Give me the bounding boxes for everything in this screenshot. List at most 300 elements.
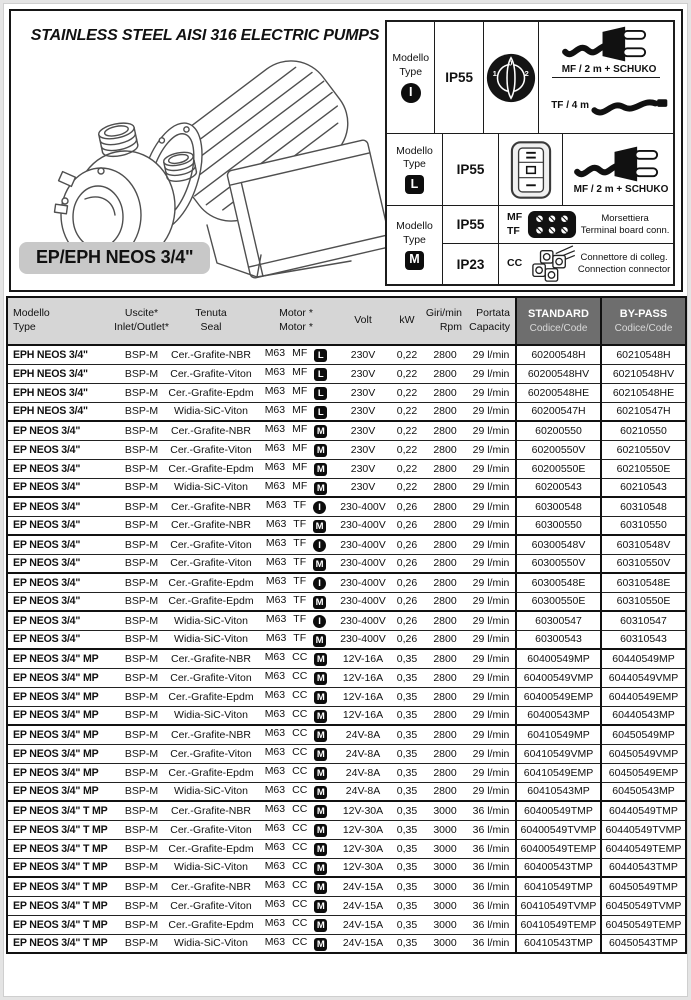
model-cell: EP NEOS 3/4" MP: [7, 763, 118, 782]
terminal-board-icon: [527, 210, 577, 239]
bypass-code-cell: 60450549TVMP: [601, 896, 686, 915]
type-badge: L: [314, 349, 327, 362]
type-badge: M: [314, 463, 327, 476]
bypass-code-cell: 60210548HE: [601, 383, 686, 402]
table-row: [7, 630, 686, 649]
table-row: [7, 706, 686, 725]
bypass-code-cell: 60440549VMP: [601, 668, 686, 687]
capacity-cell: 29 l/min: [467, 421, 516, 440]
motor-frame: M63: [264, 403, 286, 416]
rpm-cell: 3000: [423, 858, 467, 877]
model-cell: EP NEOS 3/4" T MP: [7, 820, 118, 839]
table-row: [7, 668, 686, 687]
type-badge: M: [314, 425, 327, 438]
standard-code-cell: 60300550E: [516, 592, 601, 611]
capacity-cell: 29 l/min: [467, 497, 516, 516]
model-cell: EP NEOS 3/4": [7, 573, 118, 592]
capacity-cell: 36 l/min: [467, 839, 516, 858]
model-cell: EPH NEOS 3/4": [7, 383, 118, 402]
model-type-legend: [385, 20, 675, 286]
inlet-outlet-cell: BSP-M: [118, 687, 165, 706]
rpm-cell: 2800: [423, 402, 467, 421]
capacity-cell: 29 l/min: [467, 516, 516, 535]
type-badge: M: [313, 596, 326, 609]
motor-frame: M63: [264, 841, 286, 853]
type-i-badge: I: [401, 83, 421, 103]
rpm-cell: 2800: [423, 649, 467, 668]
type-badge: M: [314, 710, 327, 723]
standard-code-cell: 60200547H: [516, 402, 601, 421]
bypass-code-cell: 60210550E: [601, 459, 686, 478]
motor-frame: M63: [265, 499, 287, 512]
cable-block: [539, 78, 673, 133]
type-l-badge: L: [405, 175, 424, 194]
inlet-outlet-cell: BSP-M: [118, 763, 165, 782]
motor-type: MF: [292, 385, 308, 397]
rpm-cell: 2800: [423, 592, 467, 611]
model-word: Modello: [396, 144, 433, 157]
seal-cell: Cer.-Grafite-NBR: [165, 516, 257, 535]
header-model: Modello Type: [7, 297, 118, 345]
standard-code-cell: 60300548: [516, 497, 601, 516]
volt-cell: 230V: [335, 345, 391, 364]
header-capacity: Portata Capacity: [467, 297, 516, 345]
motor-type: CC: [292, 803, 308, 816]
bypass-code-cell: 60310550V: [601, 554, 686, 573]
bypass-code-cell: 60210548H: [601, 345, 686, 364]
kw-cell: 0,22: [391, 459, 423, 478]
motor-type-tags: CC: [507, 257, 523, 270]
rpm-cell: 2800: [423, 763, 467, 782]
bypass-code-cell: 60440549EMP: [601, 687, 686, 706]
motor-cell: [257, 535, 335, 554]
motor-cell: [257, 839, 335, 858]
volt-cell: 230-400V: [335, 592, 391, 611]
bypass-code-cell: 60310548E: [601, 573, 686, 592]
volt-cell: 24V-8A: [335, 725, 391, 744]
motor-cell: [257, 364, 335, 383]
capacity-cell: 29 l/min: [467, 402, 516, 421]
motor-cell: [257, 782, 335, 801]
bypass-code-cell: 60310543: [601, 630, 686, 649]
volt-cell: 24V-15A: [335, 877, 391, 896]
model-cell: EP NEOS 3/4": [7, 478, 118, 497]
inlet-outlet-cell: BSP-M: [118, 478, 165, 497]
model-cell: EP NEOS 3/4": [7, 554, 118, 573]
seal-cell: Cer.-Grafite-Viton: [165, 535, 257, 554]
volt-cell: 12V-30A: [335, 858, 391, 877]
table-row: [7, 440, 686, 459]
standard-code-cell: 60400549EMP: [516, 687, 601, 706]
inlet-outlet-cell: BSP-M: [118, 877, 165, 896]
kw-cell: 0,26: [391, 611, 423, 630]
seal-cell: Widia-SiC-Viton: [165, 402, 257, 421]
kw-cell: 0,26: [391, 535, 423, 554]
standard-code-cell: 60410549EMP: [516, 763, 601, 782]
motor-frame: M63: [264, 822, 286, 834]
table-row: [7, 497, 686, 516]
capacity-cell: 29 l/min: [467, 345, 516, 364]
seal-cell: Widia-SiC-Viton: [165, 630, 257, 649]
seal-cell: Widia-SiC-Viton: [165, 706, 257, 725]
motor-cell: [257, 858, 335, 877]
type-badge: M: [314, 862, 327, 875]
bypass-code-cell: 60450549EMP: [601, 763, 686, 782]
svg-text:1: 1: [492, 68, 498, 78]
capacity-cell: 29 l/min: [467, 573, 516, 592]
type-m-details: [442, 206, 673, 284]
seal-cell: Cer.-Grafite-Viton: [165, 364, 257, 383]
type-badge: M: [314, 805, 327, 818]
motor-cell: [257, 934, 335, 953]
inlet-outlet-cell: BSP-M: [118, 383, 165, 402]
motor-type: TF: [293, 537, 307, 550]
model-cell: EPH NEOS 3/4": [7, 402, 118, 421]
standard-code-cell: 60410543MP: [516, 782, 601, 801]
capacity-cell: 36 l/min: [467, 858, 516, 877]
table-row: [7, 687, 686, 706]
kw-cell: 0,35: [391, 668, 423, 687]
kw-cell: 0,35: [391, 801, 423, 820]
table-row: [7, 744, 686, 763]
inlet-outlet-cell: BSP-M: [118, 592, 165, 611]
capacity-cell: 36 l/min: [467, 934, 516, 953]
motor-frame: M63: [264, 707, 286, 720]
plug-label: MF / 2 m + SCHUKO: [573, 184, 669, 195]
motor-frame: M63: [264, 423, 286, 436]
volt-cell: 12V-30A: [335, 839, 391, 858]
inlet-outlet-cell: BSP-M: [118, 554, 165, 573]
volt-cell: 230-400V: [335, 497, 391, 516]
product-label: EP/EPH NEOS 3/4": [19, 242, 210, 274]
model-cell: EP NEOS 3/4" T MP: [7, 934, 118, 953]
bypass-code-cell: 60310548: [601, 497, 686, 516]
table-row: [7, 820, 686, 839]
rpm-cell: 2800: [423, 364, 467, 383]
motor-type: CC: [292, 841, 308, 853]
table-row: [7, 383, 686, 402]
volt-cell: 12V-16A: [335, 687, 391, 706]
rpm-cell: 2800: [423, 516, 467, 535]
pump-spec-table: [6, 296, 687, 954]
standard-code-cell: 60200550V: [516, 440, 601, 459]
svg-text:0: 0: [508, 57, 513, 67]
header-motor: Motor * Motor *: [257, 297, 335, 345]
capacity-cell: 29 l/min: [467, 744, 516, 763]
capacity-cell: 29 l/min: [467, 687, 516, 706]
type-badge: L: [314, 368, 327, 381]
bypass-code-cell: 60440543MP: [601, 706, 686, 725]
capacity-cell: 29 l/min: [467, 649, 516, 668]
schuko-plug-block: [552, 22, 661, 78]
model-cell: EP NEOS 3/4" T MP: [7, 801, 118, 820]
model-word: Modello: [392, 52, 430, 65]
standard-code-cell: 60400549TMP: [516, 801, 601, 820]
seal-cell: Cer.-Grafite-Epdm: [165, 839, 257, 858]
motor-type: TF: [293, 575, 307, 588]
inlet-outlet-cell: BSP-M: [118, 706, 165, 725]
capacity-cell: 36 l/min: [467, 915, 516, 934]
inlet-outlet-cell: BSP-M: [118, 611, 165, 630]
kw-cell: 0,35: [391, 744, 423, 763]
seal-cell: Cer.-Grafite-Viton: [165, 744, 257, 763]
motor-frame: M63: [264, 765, 286, 777]
seal-cell: Widia-SiC-Viton: [165, 478, 257, 497]
volt-cell: 230V: [335, 402, 391, 421]
motor-frame: M63: [264, 461, 286, 473]
capacity-cell: 29 l/min: [467, 668, 516, 687]
type-word: Type: [403, 158, 426, 170]
seal-cell: Cer.-Grafite-Epdm: [165, 383, 257, 402]
motor-cell: [257, 573, 335, 592]
rpm-cell: 3000: [423, 896, 467, 915]
inlet-outlet-cell: BSP-M: [118, 839, 165, 858]
inlet-outlet-cell: BSP-M: [118, 858, 165, 877]
model-cell: EP NEOS 3/4" MP: [7, 668, 118, 687]
model-cell: EP NEOS 3/4": [7, 440, 118, 459]
motor-type: MF: [292, 366, 308, 378]
motor-cell: [257, 877, 335, 896]
standard-code-cell: 60200548HV: [516, 364, 601, 383]
kw-cell: 0,35: [391, 782, 423, 801]
seal-cell: Widia-SiC-Viton: [165, 611, 257, 630]
header-section: [9, 9, 683, 292]
type-badge: M: [314, 729, 327, 742]
bypass-code-cell: 60210547H: [601, 402, 686, 421]
motor-type: CC: [292, 765, 308, 777]
kw-cell: 0,26: [391, 573, 423, 592]
motor-cell: [257, 725, 335, 744]
motor-cell: [257, 554, 335, 573]
seal-cell: Cer.-Grafite-Viton: [165, 668, 257, 687]
volt-cell: 230-400V: [335, 573, 391, 592]
motor-type: TF: [293, 593, 307, 606]
model-cell: EP NEOS 3/4" T MP: [7, 839, 118, 858]
capacity-cell: 29 l/min: [467, 383, 516, 402]
table-row: [7, 725, 686, 744]
svg-text:2: 2: [524, 68, 529, 78]
motor-frame: M63: [264, 935, 286, 948]
motor-type: CC: [292, 879, 308, 892]
volt-cell: 230V: [335, 440, 391, 459]
rpm-cell: 2800: [423, 744, 467, 763]
motor-frame: M63: [265, 575, 287, 588]
motor-frame: M63: [265, 537, 287, 550]
table-row: [7, 839, 686, 858]
table-row: [7, 877, 686, 896]
volt-cell: 24V-15A: [335, 934, 391, 953]
type-badge: M: [314, 748, 327, 761]
standard-code-cell: 60200550: [516, 421, 601, 440]
seal-cell: Cer.-Grafite-Epdm: [165, 763, 257, 782]
bypass-code-cell: 60210548HV: [601, 364, 686, 383]
motor-frame: M63: [264, 670, 286, 682]
rpm-cell: 3000: [423, 915, 467, 934]
table-row: [7, 421, 686, 440]
motor-cell: [257, 801, 335, 820]
table-row: [7, 516, 686, 535]
model-cell: EP NEOS 3/4" MP: [7, 687, 118, 706]
motor-type: CC: [292, 670, 308, 682]
kw-cell: 0,35: [391, 763, 423, 782]
seal-cell: Cer.-Grafite-NBR: [165, 649, 257, 668]
kw-cell: 0,26: [391, 592, 423, 611]
seal-cell: Cer.-Grafite-Epdm: [165, 459, 257, 478]
seal-cell: Cer.-Grafite-NBR: [165, 877, 257, 896]
type-badge: M: [314, 919, 327, 932]
standard-code-cell: 60200548HE: [516, 383, 601, 402]
rotary-selector-icon: [483, 22, 538, 133]
motor-type: MF: [292, 423, 308, 436]
terminal-board-row: [443, 206, 673, 244]
seal-cell: Cer.-Grafite-Epdm: [165, 915, 257, 934]
volt-cell: 230V: [335, 459, 391, 478]
header-rpm: Giri/min Rpm: [423, 297, 467, 345]
motor-type: CC: [292, 917, 308, 929]
standard-code-cell: 60400543TMP: [516, 858, 601, 877]
catalog-page: [3, 3, 688, 997]
model-cell: EP NEOS 3/4": [7, 516, 118, 535]
ip-rating: IP23: [443, 244, 499, 284]
seal-cell: Widia-SiC-Viton: [165, 782, 257, 801]
kw-cell: 0,26: [391, 497, 423, 516]
type-badge: L: [314, 406, 327, 419]
inlet-outlet-cell: BSP-M: [118, 896, 165, 915]
model-cell: EPH NEOS 3/4": [7, 364, 118, 383]
inlet-outlet-cell: BSP-M: [118, 782, 165, 801]
motor-cell: [257, 687, 335, 706]
motor-cell: [257, 345, 335, 364]
standard-code-cell: 60400549VMP: [516, 668, 601, 687]
motor-type: CC: [292, 822, 308, 834]
table-row: [7, 801, 686, 820]
motor-frame: M63: [264, 442, 286, 454]
inlet-outlet-cell: BSP-M: [118, 725, 165, 744]
motor-cell: [257, 611, 335, 630]
type-badge: I: [313, 615, 326, 628]
motor-frame: M63: [264, 917, 286, 929]
bypass-code-cell: 60440549MP: [601, 649, 686, 668]
motor-cell: [257, 630, 335, 649]
capacity-cell: 29 l/min: [467, 706, 516, 725]
kw-cell: 0,35: [391, 877, 423, 896]
table-row: [7, 364, 686, 383]
rpm-cell: 2800: [423, 535, 467, 554]
motor-type: MF: [292, 461, 308, 473]
motor-cell: [257, 592, 335, 611]
volt-cell: 230V: [335, 364, 391, 383]
motor-type: CC: [292, 898, 308, 910]
seal-cell: Cer.-Grafite-Viton: [165, 554, 257, 573]
schuko-plug-icon: [570, 144, 666, 184]
motor-type: CC: [292, 935, 308, 948]
table-row: [7, 611, 686, 630]
table-row: [7, 459, 686, 478]
capacity-cell: 29 l/min: [467, 535, 516, 554]
motor-frame: M63: [264, 366, 286, 378]
kw-cell: 0,22: [391, 345, 423, 364]
inlet-outlet-cell: BSP-M: [118, 573, 165, 592]
motor-cell: [257, 440, 335, 459]
kw-cell: 0,35: [391, 649, 423, 668]
motor-cell: [257, 668, 335, 687]
motor-cell: [257, 478, 335, 497]
model-cell: EP NEOS 3/4": [7, 421, 118, 440]
bypass-code-cell: 60440549TEMP: [601, 839, 686, 858]
inlet-outlet-cell: BSP-M: [118, 402, 165, 421]
standard-code-cell: 60300547: [516, 611, 601, 630]
type-badge: M: [314, 786, 327, 799]
volt-cell: 24V-8A: [335, 782, 391, 801]
bypass-code-cell: 60450543MP: [601, 782, 686, 801]
standard-code-cell: 60400549TEMP: [516, 839, 601, 858]
type-badge: M: [314, 824, 327, 837]
standard-code-cell: 60300548E: [516, 573, 601, 592]
rpm-cell: 2800: [423, 573, 467, 592]
type-badge: M: [314, 672, 327, 685]
type-badge: I: [313, 501, 326, 514]
rpm-cell: 2800: [423, 782, 467, 801]
motor-frame: M63: [264, 727, 286, 740]
capacity-cell: 36 l/min: [467, 820, 516, 839]
type-badge: I: [313, 577, 326, 590]
volt-cell: 230-400V: [335, 535, 391, 554]
power-cable-icon: [591, 92, 669, 120]
kw-cell: 0,22: [391, 421, 423, 440]
volt-cell: 230-400V: [335, 554, 391, 573]
capacity-cell: 29 l/min: [467, 611, 516, 630]
inlet-outlet-cell: BSP-M: [118, 934, 165, 953]
seal-cell: Cer.-Grafite-Viton: [165, 440, 257, 459]
motor-type: MF: [292, 442, 308, 454]
motor-frame: M63: [264, 803, 286, 816]
standard-code-cell: 60300543: [516, 630, 601, 649]
capacity-cell: 29 l/min: [467, 554, 516, 573]
pump-table-body: [7, 345, 686, 953]
volt-cell: 230V: [335, 421, 391, 440]
ip-rating: IP55: [442, 134, 498, 205]
motor-frame: M63: [264, 783, 286, 796]
standard-code-cell: 60300550: [516, 516, 601, 535]
bypass-code-cell: 60440549TMP: [601, 801, 686, 820]
rpm-cell: 2800: [423, 497, 467, 516]
capacity-cell: 29 l/min: [467, 782, 516, 801]
connector-description: Connettore di colleg. Connection connector: [577, 252, 671, 275]
rpm-cell: 2800: [423, 630, 467, 649]
header-inlet-outlet: Uscite* Inlet/Outlet*: [118, 297, 165, 345]
bypass-code-cell: 60440549TVMP: [601, 820, 686, 839]
bypass-code-cell: 60450543TMP: [601, 934, 686, 953]
rpm-cell: 3000: [423, 820, 467, 839]
model-type-cell: [387, 22, 434, 133]
volt-cell: 230-400V: [335, 611, 391, 630]
type-badge: M: [313, 520, 326, 533]
rpm-cell: 2800: [423, 668, 467, 687]
kw-cell: 0,26: [391, 630, 423, 649]
capacity-cell: 29 l/min: [467, 592, 516, 611]
volt-cell: 230V: [335, 383, 391, 402]
inlet-outlet-cell: BSP-M: [118, 440, 165, 459]
motor-type: CC: [292, 651, 308, 664]
header-bypass-code: BY-PASS Codice/Code: [601, 297, 686, 345]
connection-connector-icon: [527, 244, 575, 284]
rpm-cell: 3000: [423, 801, 467, 820]
kw-cell: 0,35: [391, 725, 423, 744]
motor-frame: M63: [264, 385, 286, 397]
table-row: [7, 535, 686, 554]
motor-cell: [257, 421, 335, 440]
model-cell: EP NEOS 3/4": [7, 592, 118, 611]
